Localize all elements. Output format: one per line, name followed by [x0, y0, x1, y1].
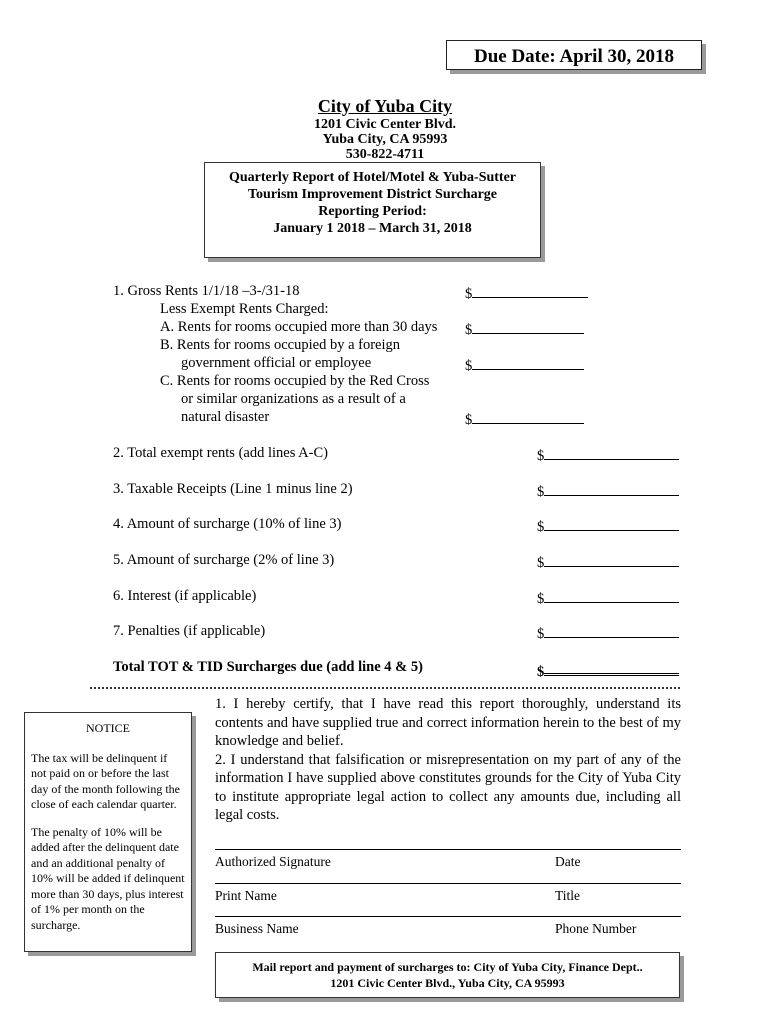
reporting-period: January 1 2018 – March 31, 2018: [273, 221, 472, 236]
total-label: Total TOT & TID Surcharges due (add line 4 & 5): [113, 659, 423, 675]
date-label: Date: [555, 854, 581, 869]
report-title-1: Quarterly Report of Hotel/Motel & Yuba-Sutter: [228, 170, 517, 185]
certification-1: 1. I hereby certify, that I have read this report thoroughly, understand its contents and have supplied true and correct information herein to the best of my knowledge and belief.: [215, 696, 681, 749]
city-name: City of Yuba City: [317, 96, 453, 116]
authorized-signature-field[interactable]: [215, 849, 681, 850]
notice-paragraph-2: The penalty of 10% will be added after the delinquent date and an additional penalty of 10% will be added if delinquent more than 30 days, plus interest of 1% per month on the surcharge.: [31, 824, 185, 932]
business-name-label: Business Name: [215, 921, 299, 936]
line-5-label: 5. Amount of surcharge (2% of line 3): [113, 552, 335, 568]
line-5-amount[interactable]: $: [537, 552, 679, 572]
notice-paragraph-1: The tax will be delinquent if not paid on or before the last day of the month following the close of each calendar quarter.: [31, 750, 180, 811]
line-4-label: 4. Amount of surcharge (10% of line 3): [113, 516, 342, 532]
certification: [215, 695, 681, 825]
line-a-label: A. Rents for rooms occupied more than 30 days: [160, 319, 438, 335]
line-3-amount[interactable]: $: [537, 481, 679, 501]
mail-line-2: 1201 Civic Center Blvd., Yuba City, CA 95993: [330, 976, 565, 990]
title-label: Title: [555, 888, 581, 903]
notice-title: NOTICE: [86, 721, 130, 735]
total-amount[interactable]: $: [537, 659, 679, 681]
line-a-amount[interactable]: $: [465, 319, 584, 339]
phone-number: 530-822-4711: [345, 147, 425, 162]
line-2-label: 2. Total exempt rents (add lines A-C): [113, 445, 328, 461]
line-c-label-3: natural disaster: [181, 409, 270, 425]
line-4-amount[interactable]: $: [537, 516, 679, 536]
line-b-label-2: government official or employee: [181, 355, 372, 371]
line-6-amount[interactable]: $: [537, 588, 679, 608]
print-name-field[interactable]: [215, 883, 681, 884]
address-line-1: 1201 Civic Center Blvd.: [313, 117, 457, 132]
phone-number-label: Phone Number: [555, 921, 637, 936]
line-c-amount[interactable]: $: [465, 409, 584, 429]
line-b-label-1: B. Rents for rooms occupied by a foreign: [160, 337, 401, 353]
line-c-label-2: or similar organizations as a result of a: [181, 391, 406, 407]
due-date-text: Due Date: April 30, 2018: [473, 46, 674, 67]
report-title-box: [204, 162, 541, 258]
address-line-2: Yuba City, CA 95993: [322, 132, 448, 147]
dotted-separator: [90, 687, 680, 689]
certification-2: 2. I understand that falsification or misrepresentation on my part of any of the information I have supplied above constitutes grounds for the City of Yuba City to institute appropriate legal action to collect any amounts due, including all legal costs.: [215, 751, 681, 823]
line-6-label: 6. Interest (if applicable): [113, 588, 257, 604]
line-7-amount[interactable]: $: [537, 623, 679, 643]
mail-instructions-box: [215, 952, 680, 998]
reporting-period-label: Reporting Period:: [318, 204, 427, 219]
notice-box: [24, 712, 192, 952]
line-b-amount[interactable]: $: [465, 355, 584, 375]
mail-line-1: Mail report and payment of surcharges to: City of Yuba City, Finance Dept..: [252, 960, 643, 974]
line-c-label-1: C. Rents for rooms occupied by the Red Cross: [160, 373, 430, 389]
authorized-signature-label: Authorized Signature: [215, 854, 331, 869]
due-date-box: [446, 40, 702, 70]
business-name-field[interactable]: [215, 916, 681, 917]
report-title-2: Tourism Improvement District Surcharge: [248, 187, 497, 202]
print-name-label: Print Name: [215, 888, 277, 903]
line-1-label: 1. Gross Rents 1/1/18 –3-/31-18: [113, 283, 300, 299]
less-exempt-label: Less Exempt Rents Charged:: [160, 301, 329, 317]
line-7-label: 7. Penalties (if applicable): [113, 623, 266, 639]
line-3-label: 3. Taxable Receipts (Line 1 minus line 2): [113, 481, 353, 497]
line-2-amount[interactable]: $: [537, 445, 679, 465]
line-1-amount[interactable]: $: [465, 283, 588, 303]
